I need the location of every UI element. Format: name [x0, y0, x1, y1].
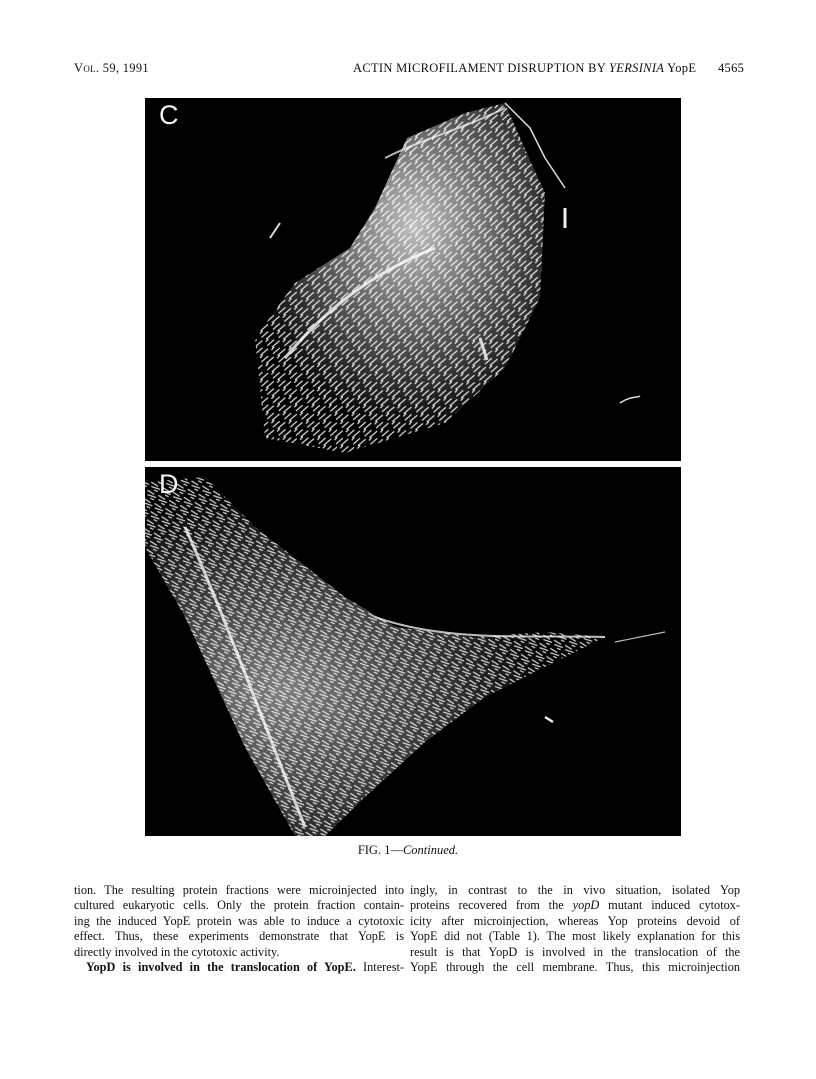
- gene-name: yopD: [572, 898, 600, 913]
- page-number: 4565: [718, 61, 745, 75]
- caption-continued: Continued.: [402, 843, 459, 857]
- volume-prefix: Vol.: [74, 61, 100, 75]
- figure-caption: [0, 843, 816, 858]
- running-title-protein: YopE: [664, 61, 697, 75]
- figure-panel-c: [145, 98, 681, 461]
- volume-number: 59, 1991: [102, 61, 149, 75]
- panel-label-d: D: [159, 469, 179, 499]
- body-line: directly involved in the cytotoxic activity.: [74, 944, 280, 959]
- running-title-text: ACTIN MICROFILAMENT DISRUPTION BY: [353, 61, 610, 75]
- body-text: proteins recovered from the: [410, 898, 573, 913]
- body-line: ingly, in contrast to the in vivo situation, isolated Yop: [410, 883, 740, 897]
- body-line: YopE through the cell membrane. Thus, this microinjection: [410, 959, 740, 974]
- body-line: icity after microinjection, whereas Yop proteins devoid of: [410, 913, 740, 928]
- running-header-title: [353, 61, 696, 76]
- body-line: YopE did not (Table 1). The most likely explanation for this: [410, 929, 740, 944]
- body-line: ing the induced YopE protein was able to induce a cytotoxic: [74, 913, 404, 928]
- running-title-genus: YERSINIA: [609, 61, 665, 75]
- panel-label-c: C: [159, 100, 179, 130]
- body-line: cultured eukaryotic cells. Only the protein fraction contain-: [74, 898, 404, 913]
- heading-tail: Interest-: [355, 959, 405, 974]
- body-line: tion. The resulting protein fractions were microinjected into: [74, 883, 404, 897]
- fluorescence-micrograph-icon: [145, 98, 681, 461]
- running-header-volume: [74, 61, 149, 76]
- right-text-column: [410, 883, 740, 975]
- body-line: effect. Thus, these experiments demonstrate that YopE is: [74, 929, 404, 944]
- body-line: result is that YopD is involved in the translocation of the: [410, 944, 740, 959]
- figure-panel-d: [145, 467, 681, 836]
- fluorescence-micrograph-icon: [145, 467, 681, 836]
- section-heading-line: [74, 960, 404, 975]
- caption-prefix: FIG. 1—: [357, 843, 403, 857]
- body-line: [410, 898, 740, 913]
- body-text: mutant induced cytotox-: [599, 898, 741, 913]
- section-heading: YopD is involved in the translocation of YopE.: [86, 959, 356, 974]
- left-text-column: [74, 883, 404, 975]
